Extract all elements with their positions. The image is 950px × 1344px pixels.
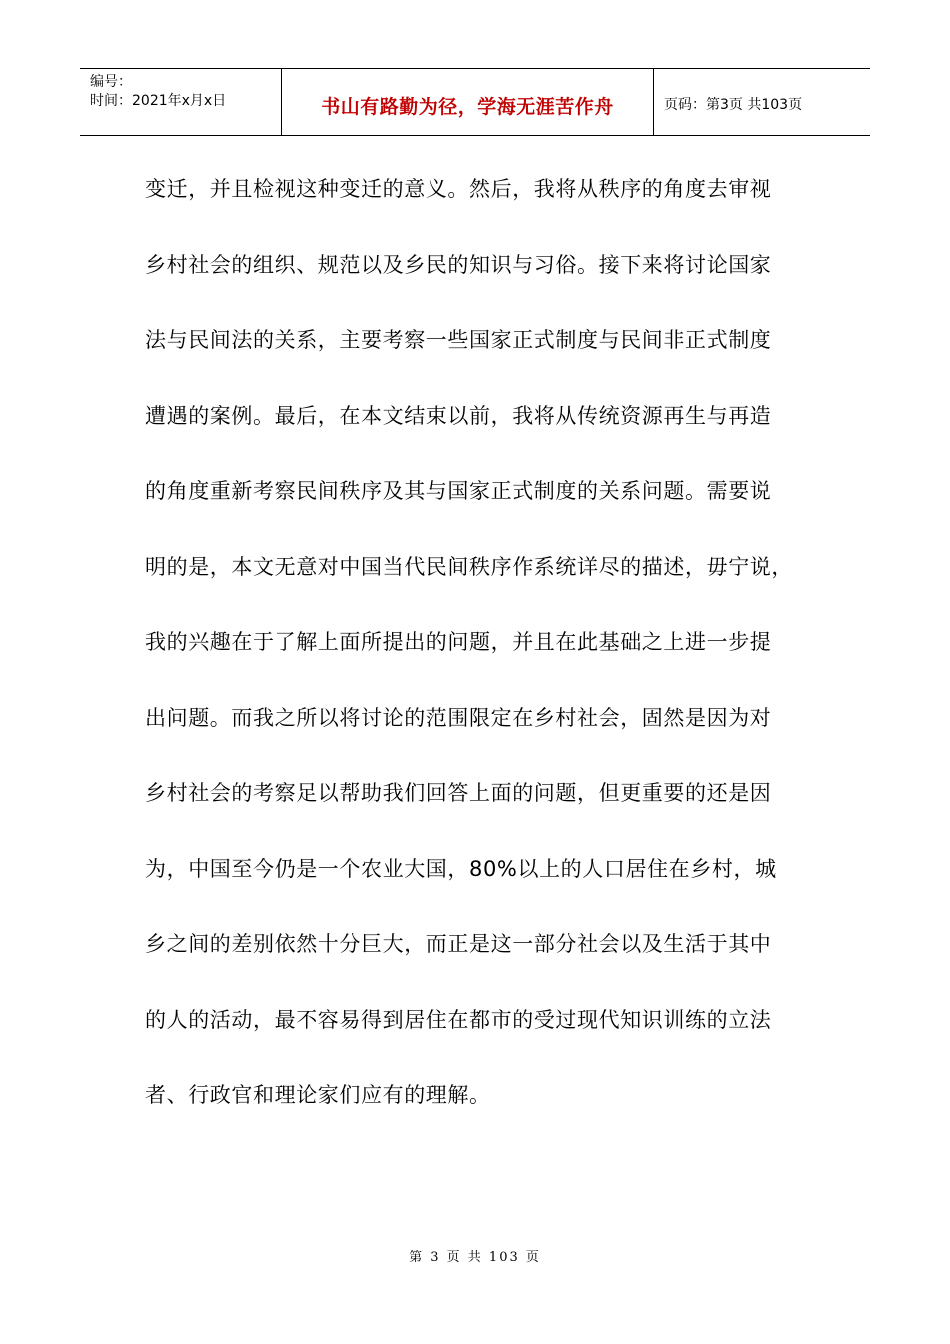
body-line: 者、行政官和理论家们应有的理解。: [145, 1083, 491, 1107]
header-motto-cell: [282, 69, 654, 135]
document-number-label: 编号：: [90, 74, 132, 90]
header-motto: 书山有路勤为径，学海无涯苦作舟: [321, 95, 614, 118]
header-page-cell: [654, 69, 870, 135]
body-line: 出问题。而我之所以将讨论的范围限定在乡村社会，固然是因为对: [145, 705, 772, 730]
body-line: 遭遇的案例。最后，在本文结束以前，我将从传统资源再生与再造: [145, 403, 772, 428]
document-body: [145, 159, 815, 1141]
document-date-label: 时间：2021年x月x日: [90, 93, 227, 109]
body-line: 为，中国至今仍是一个农业大国，80%以上的人口居住在乡村，城: [145, 856, 777, 881]
body-line: 法与民间法的关系，主要考察一些国家正式制度与民间非正式制度: [145, 328, 772, 352]
body-line: 的人的活动，最不容易得到居住在都市的受过现代知识训练的立法: [145, 1007, 772, 1032]
body-line: 的角度重新考察民间秩序及其与国家正式制度的关系问题。需要说: [145, 479, 772, 503]
body-line: 乡村社会的组织、规范以及乡民的知识与习俗。接下来将讨论国家: [145, 252, 772, 277]
body-line: 乡之间的差别依然十分巨大，而正是这一部分社会以及生活于其中: [145, 932, 772, 956]
header-meta-cell: [80, 69, 282, 135]
body-line: 变迁，并且检视这种变迁的意义。然后，我将从秩序的角度去审视: [145, 177, 772, 201]
document-header: [80, 68, 870, 136]
body-line: 明的是，本文无意对中国当代民间秩序作系统详尽的描述，毋宁说，: [145, 554, 793, 579]
body-line: 我的兴趣在于了解上面所提出的问题，并且在此基础之上进一步提: [145, 630, 772, 654]
body-line: 乡村社会的考察足以帮助我们回答上面的问题，但更重要的还是因: [145, 781, 772, 805]
page-footer: [0, 1246, 950, 1265]
header-page-info: 页码：第3页 共103页: [664, 97, 803, 113]
footer-page-number: 第 3 页 共 103 页: [409, 1250, 541, 1265]
